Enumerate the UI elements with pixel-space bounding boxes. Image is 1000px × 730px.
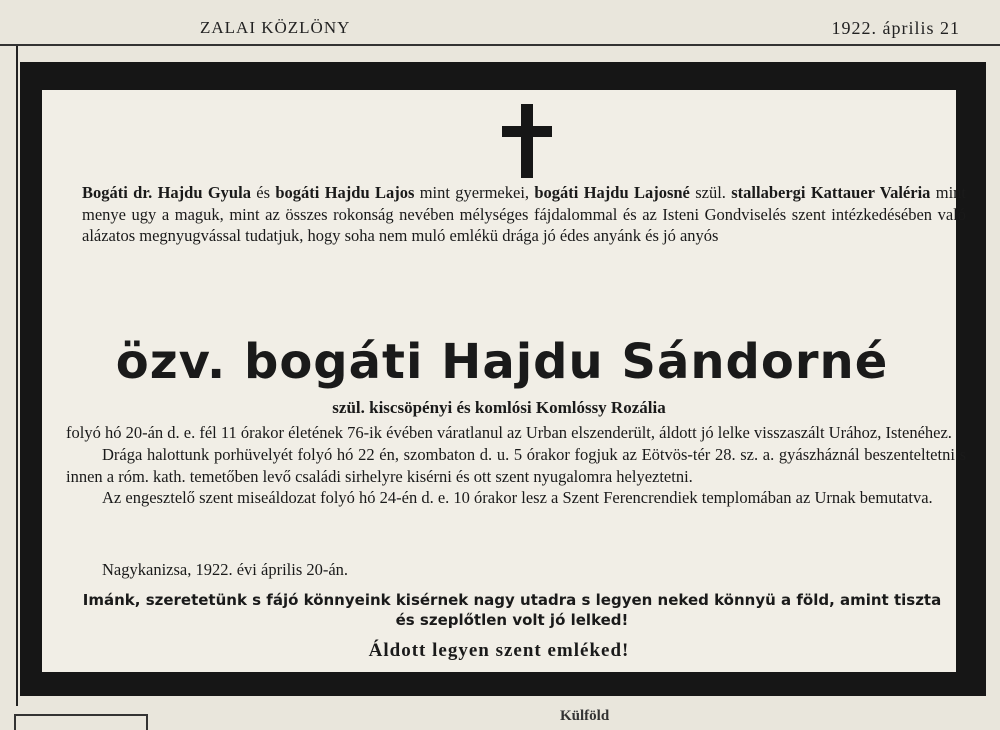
prayer-text: Imánk, szeretetünk s fájó könnyeink kisérnek nagy utadra s legyen neked könnyü a föld, amint tiszta és szeplőtlen volt jó lelked! xyxy=(82,591,942,629)
place-date: Nagykanizsa, 1922. évi április 20-án. xyxy=(102,560,349,579)
newspaper-title: ZALAI KÖZLÖNY xyxy=(200,18,351,37)
name-son-1: Bogáti dr. Hajdu Gyula xyxy=(82,183,251,202)
body-text xyxy=(66,422,966,509)
intro-text: szül. xyxy=(689,183,732,202)
intro-text: és xyxy=(250,183,276,202)
intro-text: mint menye ugy a maguk, mint az összes rokonság nevében mélységes fájdalommal és az Isteni Gondviselés szent intézkedésében való alázatos megnyugvással tudatjuk, hogy soha nem muló emlékü drága jó édes anyánk és jó anyós xyxy=(82,183,966,245)
issue-date: 1922. április 21 xyxy=(831,18,960,38)
blessing-text: Áldott legyen szent emléked! xyxy=(368,640,630,661)
header-rule xyxy=(0,44,1000,46)
deceased-name: özv. bogáti Hajdu Sándorné xyxy=(115,334,889,390)
newspaper-header xyxy=(0,0,1000,46)
body-paragraph: folyó hó 20-án d. e. fél 11 órakor életének 76-ik évében váratlanul az Urban elszenderült, áldott jó lelke visszaszált Urához, Istenéhez. xyxy=(66,423,952,442)
next-article-fragment: Külföld xyxy=(560,708,610,724)
name-son-2: bogáti Hajdu Lajos xyxy=(275,183,415,202)
body-paragraph: Az engesztelő szent miseáldozat folyó hó 24-én d. e. 10 órakor lesz a Szent Ferencrendiek templomában az Urnak bemutatva. xyxy=(102,488,933,508)
obituary-body xyxy=(42,90,966,672)
intro-paragraph xyxy=(82,182,966,247)
maiden-name: szül. kiscsöpényi és komlósi Komlóssy Rozália xyxy=(332,398,666,417)
next-article-strip xyxy=(0,704,1000,724)
name-maiden-daughter-in-law: stallabergi Kattauer Valéria xyxy=(731,183,931,202)
next-box xyxy=(14,714,148,730)
cross-icon xyxy=(502,104,552,178)
name-daughter-in-law: bogáti Hajdu Lajosné xyxy=(534,183,690,202)
column-rule xyxy=(16,46,18,706)
body-paragraph: Drága halottunk porhüvelyét folyó hó 22 én, szombaton d. u. 5 órakor fogjuk az Eötvös-tér 28. sz. a. gyászháznál beszenteltetni s innen a róm. kath. temetőben levő családi sirhelyre kisérni és ott szent nyugalomra helyeztetni. xyxy=(66,444,966,486)
intro-text: mint gyermekei, xyxy=(414,183,535,202)
obituary-notice xyxy=(20,62,986,696)
